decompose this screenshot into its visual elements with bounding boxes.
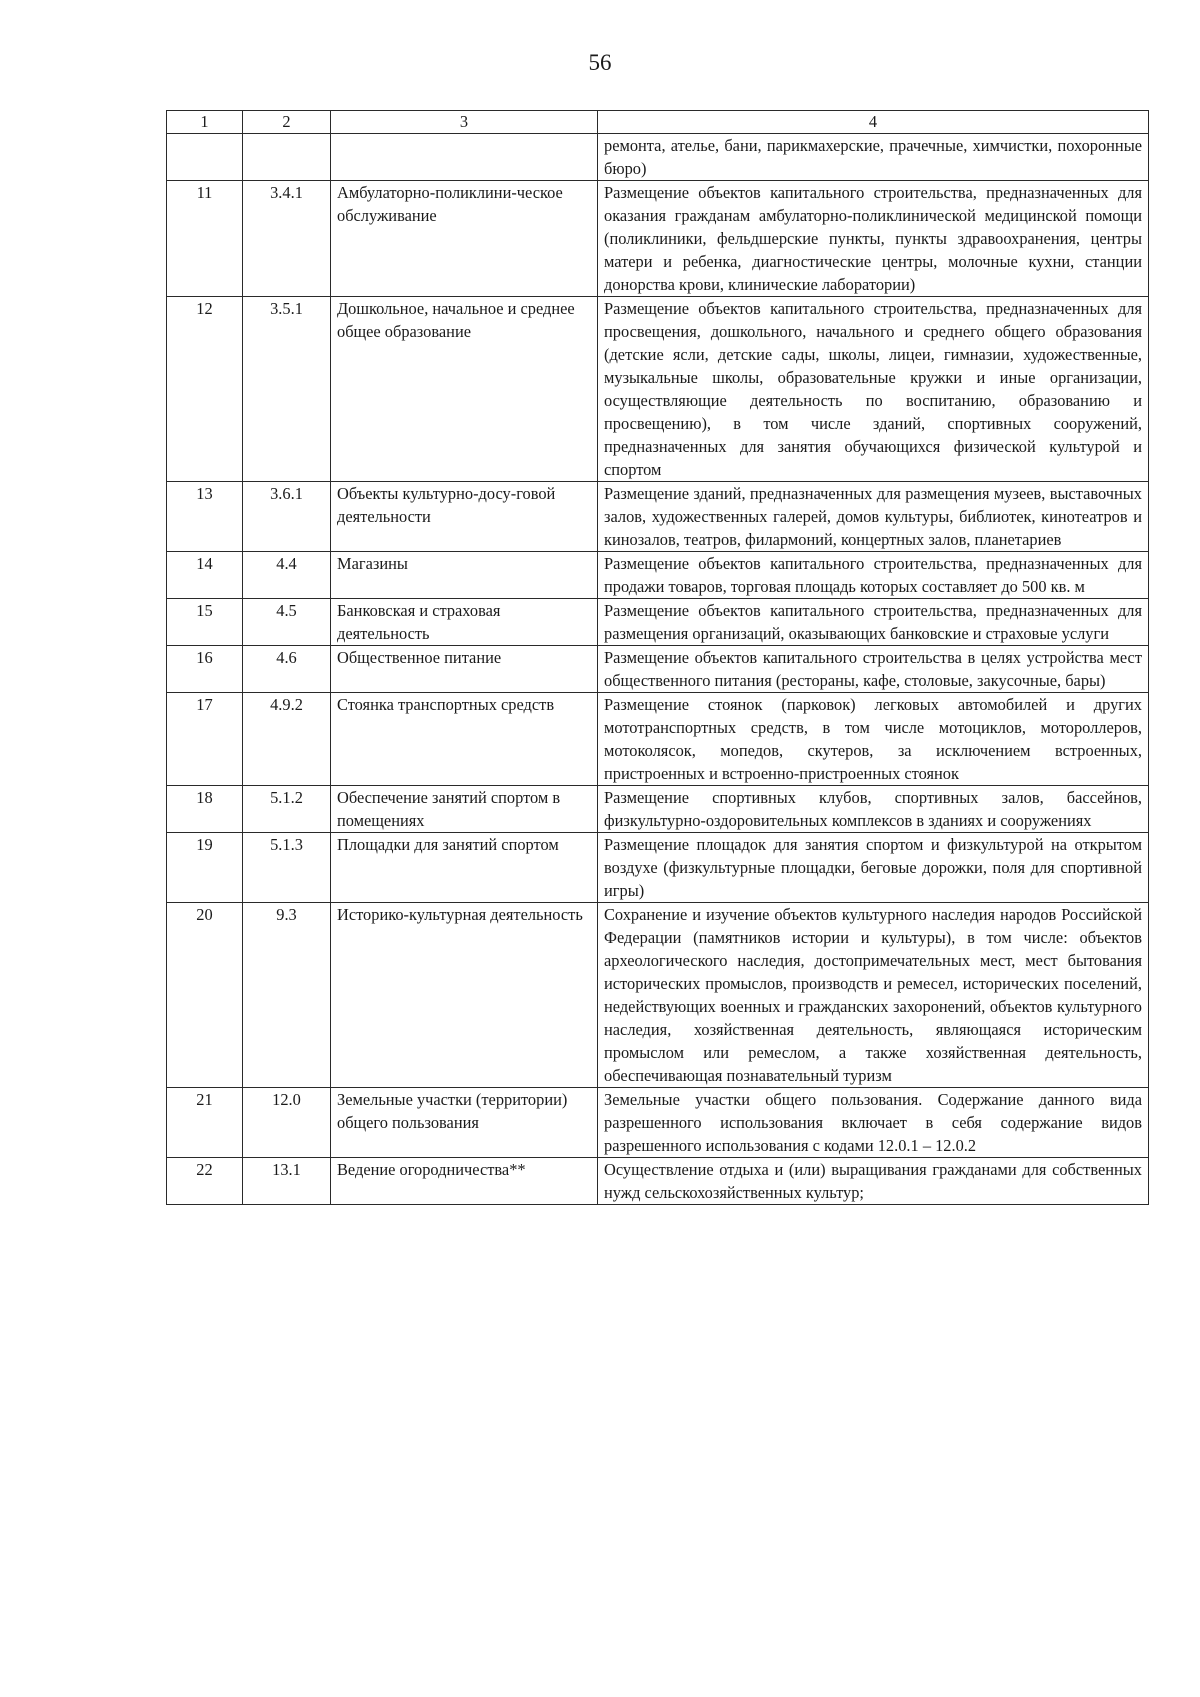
table-row xyxy=(167,786,1149,833)
use-name: Амбулаторно-поликлини-ческое обслуживание xyxy=(331,181,598,297)
use-description: Размещение спортивных клубов, спортивных залов, бассейнов, физкультурно-оздоровительных комплексов в зданиях и сооружениях xyxy=(598,786,1149,833)
use-name: Дошкольное, начальное и среднее общее образование xyxy=(331,297,598,482)
table-row xyxy=(167,134,1149,181)
row-number: 11 xyxy=(167,181,243,297)
header-col-1: 1 xyxy=(167,111,243,134)
use-name: Объекты культурно-досу-говой деятельности xyxy=(331,482,598,552)
use-description: Размещение объектов капитального строительства в целях устройства мест общественного питания (рестораны, кафе, столовые, закусочные, бары) xyxy=(598,646,1149,693)
use-name: Общественное питание xyxy=(331,646,598,693)
use-code: 5.1.2 xyxy=(243,786,331,833)
use-name: Ведение огородничества** xyxy=(331,1158,598,1205)
use-code: 3.4.1 xyxy=(243,181,331,297)
row-number: 20 xyxy=(167,903,243,1088)
header-col-2: 2 xyxy=(243,111,331,134)
use-description: ремонта, ателье, бани, парикмахерские, прачечные, химчистки, похоронные бюро) xyxy=(598,134,1149,181)
table-row xyxy=(167,297,1149,482)
use-description: Размещение объектов капитального строительства, предназначенных для оказания гражданам амбулаторно-поликлинической медицинской помощи (поликлиники, фельдшерские пункты, пункты здравоохранения, центры матери и ребенка, диагностические центры, молочные кухни, станции донорства крови, клинические лаборатории) xyxy=(598,181,1149,297)
row-number: 19 xyxy=(167,833,243,903)
use-name: Магазины xyxy=(331,552,598,599)
table-row xyxy=(167,599,1149,646)
table-row xyxy=(167,693,1149,786)
use-name: Площадки для занятий спортом xyxy=(331,833,598,903)
row-number: 21 xyxy=(167,1088,243,1158)
use-description: Земельные участки общего пользования. Содержание данного вида разрешенного использования включает в себя содержание видов разрешенного использования с кодами 12.0.1 – 12.0.2 xyxy=(598,1088,1149,1158)
row-number: 22 xyxy=(167,1158,243,1205)
row-number: 15 xyxy=(167,599,243,646)
use-code: 12.0 xyxy=(243,1088,331,1158)
page-number: 56 xyxy=(588,50,612,75)
use-description: Размещение площадок для занятия спортом и физкультурой на открытом воздухе (физкультурные площадки, беговые дорожки, поля для спортивной игры) xyxy=(598,833,1149,903)
row-number: 14 xyxy=(167,552,243,599)
use-description: Размещение объектов капитального строительства, предназначенных для размещения организаций, оказывающих банковские и страховые услуги xyxy=(598,599,1149,646)
use-code: 13.1 xyxy=(243,1158,331,1205)
use-name: Стоянка транспортных средств xyxy=(331,693,598,786)
row-number: 13 xyxy=(167,482,243,552)
use-name: Банковская и страховая деятельность xyxy=(331,599,598,646)
use-name xyxy=(331,134,598,181)
use-code: 3.5.1 xyxy=(243,297,331,482)
use-description: Размещение объектов капитального строительства, предназначенных для продажи товаров, торговая площадь которых составляет до 500 кв. м xyxy=(598,552,1149,599)
use-description: Размещение объектов капитального строительства, предназначенных для просвещения, дошкольного, начального и среднего общего образования (детские ясли, детские сады, школы, лицеи, гимназии, художественные, музыкальные школы, образовательные кружки и иные организации, осуществляющие деятельность по воспитанию, образованию и просвещению), в том числе зданий, спортивных сооружений, предназначенных для занятия обучающихся физической культурой и спортом xyxy=(598,297,1149,482)
use-name: Обеспечение занятий спортом в помещениях xyxy=(331,786,598,833)
use-description: Осуществление отдыха и (или) выращивания гражданами для собственных нужд сельскохозяйственных культур; xyxy=(598,1158,1149,1205)
use-code xyxy=(243,134,331,181)
table-row xyxy=(167,1088,1149,1158)
use-description: Сохранение и изучение объектов культурного наследия народов Российской Федерации (памятников истории и культуры), в том числе: объектов археологического наследия, достопримечательных мест, мест бытования исторических промыслов, производств и ремесел, исторических поселений, недействующих военных и гражданских захоронений, объектов культурного наследия, хозяйственная деятельность, являющаяся историческим промыслом или ремеслом, а также хозяйственная деятельность, обеспечивающая познавательный туризм xyxy=(598,903,1149,1088)
table-row xyxy=(167,903,1149,1088)
use-code: 4.9.2 xyxy=(243,693,331,786)
table-header xyxy=(167,111,1149,134)
table-row xyxy=(167,1158,1149,1205)
header-col-4: 4 xyxy=(598,111,1149,134)
land-use-table xyxy=(166,110,1149,1205)
use-code: 5.1.3 xyxy=(243,833,331,903)
use-description: Размещение стоянок (парковок) легковых автомобилей и других мототранспортных средств, в том числе мотоциклов, мотороллеров, мотоколясок, мопедов, скутеров, за исключением встроенных, пристроенных и встроенно-пристроенных стоянок xyxy=(598,693,1149,786)
table-row xyxy=(167,552,1149,599)
table-row xyxy=(167,181,1149,297)
use-code: 4.5 xyxy=(243,599,331,646)
row-number xyxy=(167,134,243,181)
table-row xyxy=(167,482,1149,552)
use-name: Историко-культурная деятельность xyxy=(331,903,598,1088)
row-number: 18 xyxy=(167,786,243,833)
use-code: 4.6 xyxy=(243,646,331,693)
row-number: 17 xyxy=(167,693,243,786)
row-number: 12 xyxy=(167,297,243,482)
table-body xyxy=(167,134,1149,1205)
use-description: Размещение зданий, предназначенных для размещения музеев, выставочных залов, художественных галерей, домов культуры, библиотек, кинотеатров и кинозалов, театров, филармоний, концертных залов, планетариев xyxy=(598,482,1149,552)
use-code: 3.6.1 xyxy=(243,482,331,552)
header-col-3: 3 xyxy=(331,111,598,134)
use-code: 9.3 xyxy=(243,903,331,1088)
table-row xyxy=(167,833,1149,903)
header-row xyxy=(167,111,1149,134)
table-row xyxy=(167,646,1149,693)
use-code: 4.4 xyxy=(243,552,331,599)
use-name: Земельные участки (территории) общего пользования xyxy=(331,1088,598,1158)
row-number: 16 xyxy=(167,646,243,693)
